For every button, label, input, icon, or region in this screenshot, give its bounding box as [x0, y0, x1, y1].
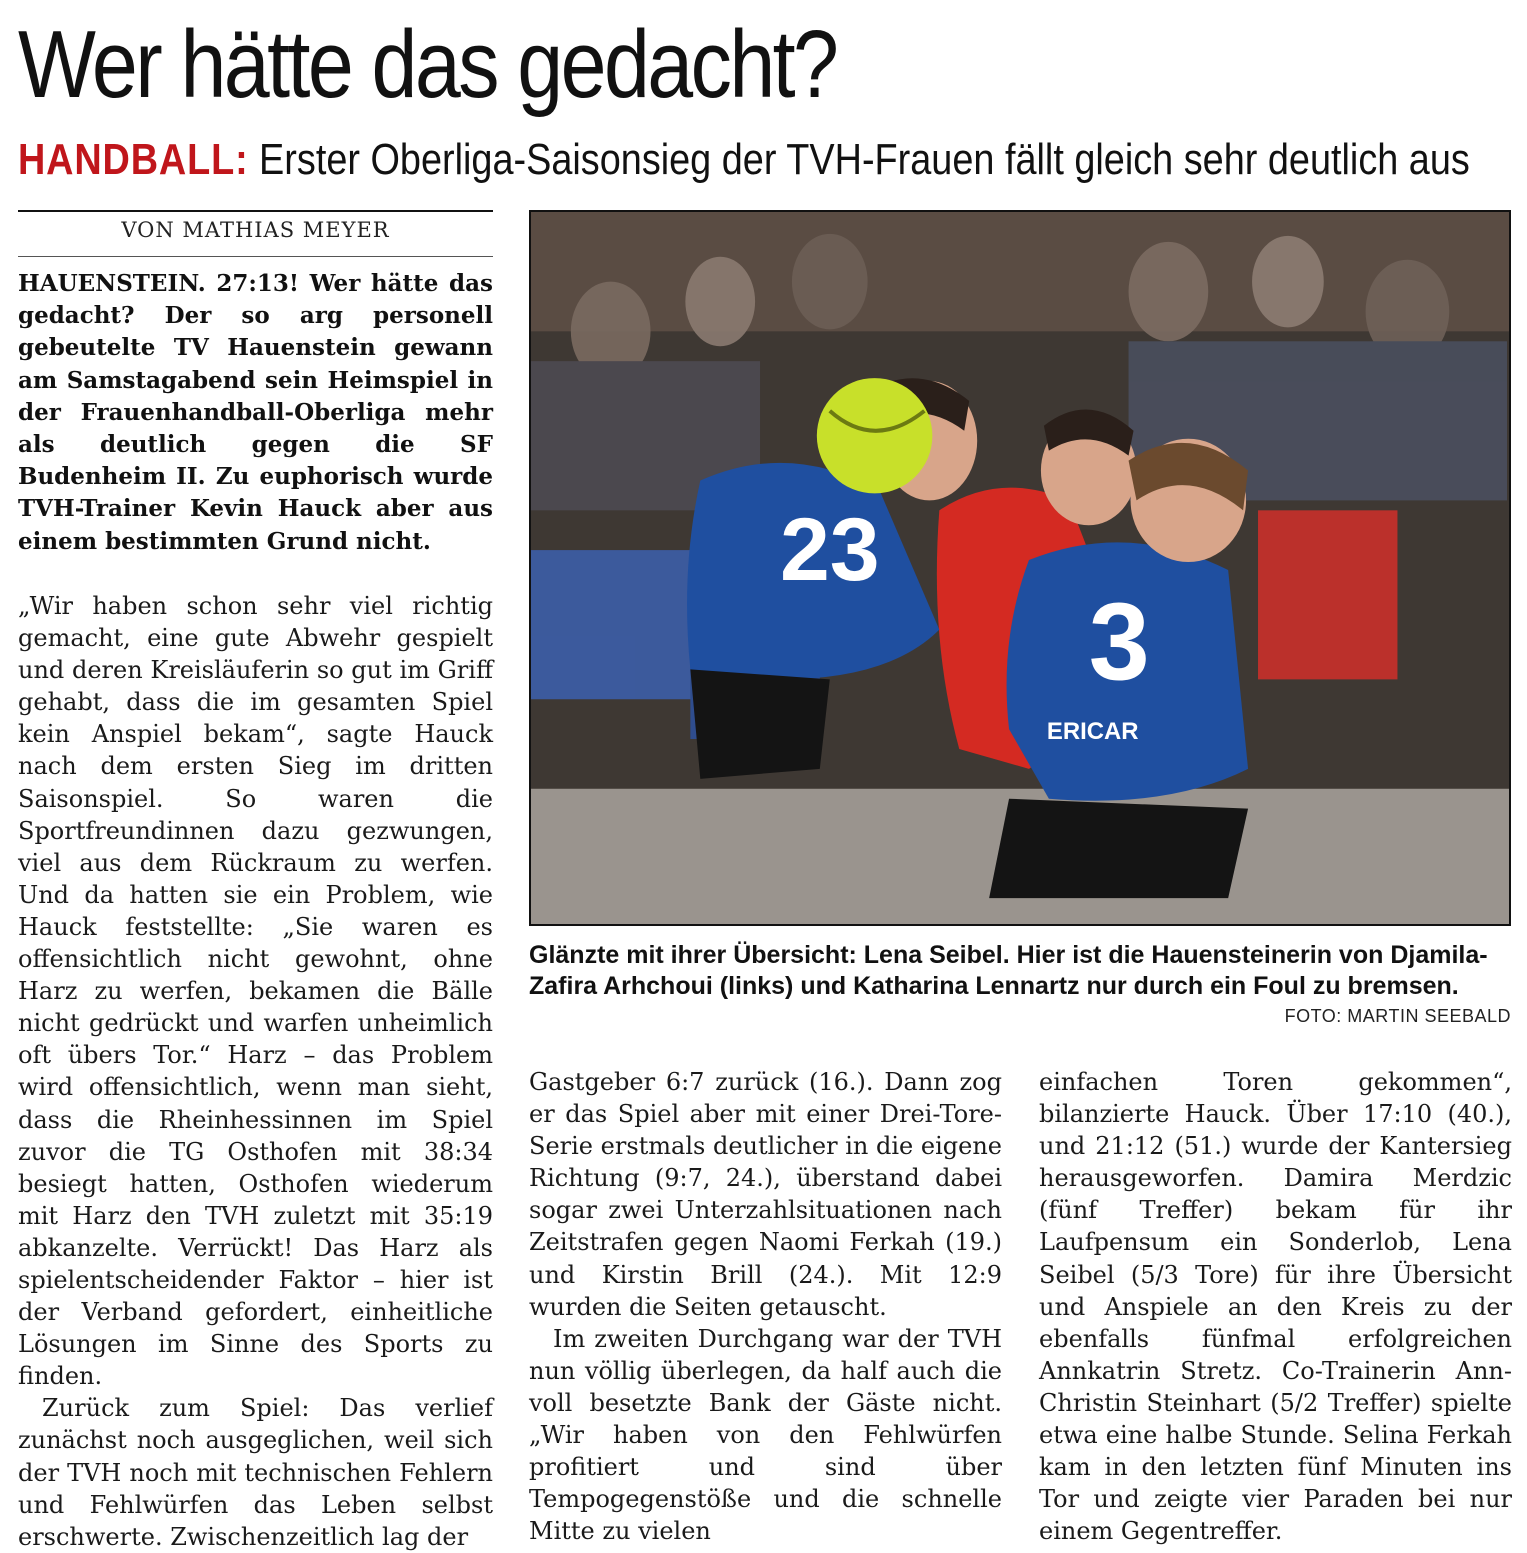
headline: Wer hätte das gedacht?	[18, 11, 837, 118]
kicker: HANDBALL:	[18, 135, 249, 184]
article-column-1	[18, 590, 493, 1553]
byline-rule-top	[18, 210, 493, 212]
subheadline-text: Erster Oberliga-Saisonsieg der TVH-Frauen fällt gleich sehr deutlich aus	[259, 135, 1470, 184]
jersey-sponsor: ERICAR	[1046, 718, 1139, 746]
paragraph: Zurück zum Spiel: Das verlief zunächst noch ausgeglichen, weil sich der TVH noch mit technischen Fehlern und Fehlwürfen das Leben selbst erschwerte. Zwischenzeitlich lag der	[18, 1394, 493, 1551]
paragraph: einfachen Toren gekommen“, bilanzierte Hauck. Über 17:10 (40.), und 21:12 (51.) wurde der Kantersieg herausgeworfen. Damira Merdzic (fünf Treffer) bekam für ihr Laufpensum ein Sonderlob, Lena Seibel (5/3 Tore) für ihre Übersicht und Anspiele an den Kreis zu der ebenfalls fünfmal erfolgreichen Annkatrin Stretz. Co-Trainerin Ann-Christin Steinhart (5/2 Treffer) spielte etwa eine halbe Stunde. Selina Ferkah kam in den letzten fünf Minuten ins Tor und zeigte vier Paraden bei nur einem Gegentreffer.	[1039, 1068, 1512, 1546]
article-column-3	[1039, 1066, 1512, 1547]
jersey-number-right: 3	[1088, 581, 1150, 704]
subheadline	[18, 132, 1480, 188]
paragraph: „Wir haben schon sehr viel richtig gemacht, eine gute Abwehr gespielt und deren Kreisläuferin so gut im Griff gehabt, dass die im gesamten Spiel kein Anspiel bekam“, sagte Hauck nach dem ersten Sieg im dritten Saisonspiel. So waren die Sportfreundinnen dazu gezwungen, viel aus dem Rückraum zu werfen. Und da hatten sie ein Problem, wie Hauck feststellte: „Sie waren es offensichtlich nicht gewohnt, ohne Harz zu werfen, bekamen die Bälle nicht gedrückt und warfen unheimlich oft übers Tor.“ Harz – das Problem wird offensichtlich, wenn man sieht, dass die Rheinhessinnen im Spiel zuvor die TG Osthofen mit 38:34 besiegt hatten, Osthofen wiederum mit Harz den TVH zuletzt mit 35:19 abkanzelte. Verrückt! Das Harz als spielentscheidender Faktor – hier ist der Verband gefordert, einheitliche Lösungen im Sinne des Sports zu finden.	[18, 592, 493, 1391]
jersey-number-left: 23	[779, 498, 880, 599]
lead-paragraph: HAUENSTEIN. 27:13! Wer hätte das gedacht? Der so arg personell gebeutelte TV Hauenstein gewann am Samstagabend sein Heimspiel in der Frauenhandball-Oberliga mehr als deutlich gegen die SF Budenheim II. Zu euphorisch wurde TVH-Trainer Kevin Hauck aber aus einem bestimmten Grund nicht.	[18, 270, 493, 555]
photo-credit: FOTO: MARTIN SEEBALD	[1284, 1006, 1511, 1026]
article-photo	[529, 210, 1511, 926]
byline-rule-bottom	[18, 256, 493, 257]
byline: VON MATHIAS MEYER	[121, 218, 390, 242]
photo-caption: Glänzte mit ihrer Übersicht: Lena Seibel. Hier ist die Hauensteinerin von Djamila-Zafira Arhchoui (links) und Katharina Lennartz nur durch ein Foul zu bremsen.	[529, 941, 1488, 1000]
paragraph: Gastgeber 6:7 zurück (16.). Dann zog er das Spiel aber mit einer Drei-Tore-Serie erstmals deutlicher in die eigene Richtung (9:7, 24.), überstand dabei sogar zwei Unterzahlsituationen nach Zeitstrafen gegen Naomi Ferkah (19.) und Kirstin Brill (24.). Mit 12:9 wurden die Seiten getauscht.	[529, 1068, 1002, 1321]
paragraph: Im zweiten Durchgang war der TVH nun völlig überlegen, da half auch die voll besetzte Bank der Gäste nicht. „Wir haben von den Fehlwürfen profitiert und sind über Tempogegenstöße und die schnelle Mitte zu vielen	[529, 1324, 1002, 1546]
article-column-2	[529, 1066, 1002, 1547]
handball-photo-illustration	[531, 212, 1509, 924]
